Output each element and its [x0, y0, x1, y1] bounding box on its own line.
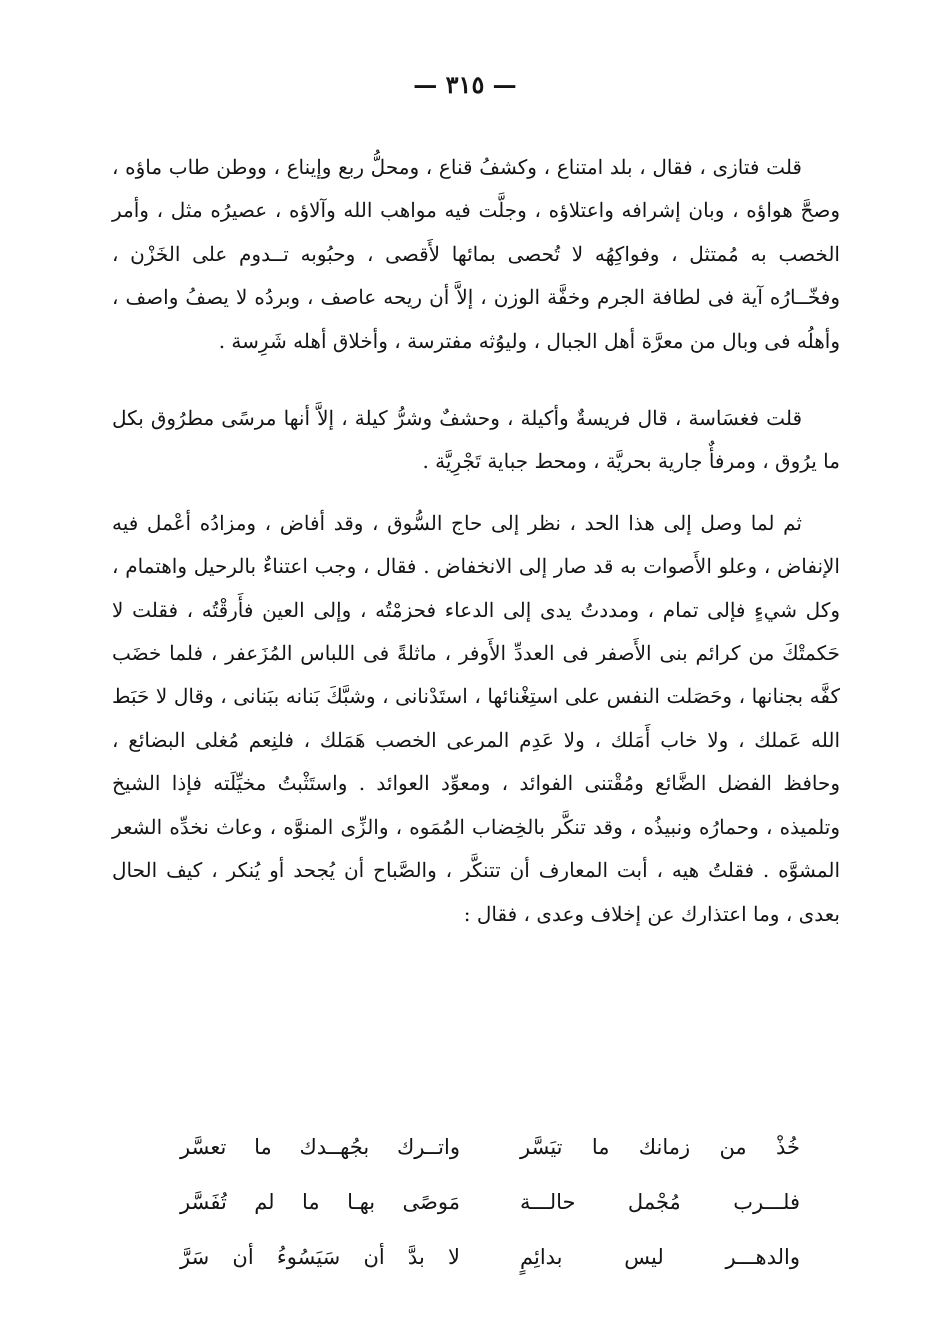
paragraph-ghasasa: قلت فغسَاسة ، قال فريسةٌ وأكيلة ، وحشفٌ وشرُّ كيلة ، إلاَّ أنها مرسًى مطرُوق بكل ما يرُوق ، ومرفأٌ جارية بحريَّة ، ومحط جباية تَجْرِيَّة .: [112, 406, 840, 474]
prose-body: [112, 146, 840, 936]
paragraph-tafazi: قلت فتازى ، فقال ، بلد امتناع ، وكشفُ قناع ، ومحلُّ ربع وإيناع ، ووطن طاب ماؤه ، وصحَّ هواؤه ، وبان إشرافه واعتلاؤه ، وجلَّت فيه مواهب الله وآلاؤه ، عصيرُه مثل ، وأمر الخصب به مُمتثل ، وفواكِهُه لا تُحصى بمائها لأَقصى ، وحبُوبه تــدوم على الخَزْن ، وفخّــارُه آية فى لطافة الجرم وخفَّة الوزن ، إلاَّ أن ريحه عاصف ، وبردُه لا يصفُ واصف ، وأهلُه فى وبال من معرَّة أهل الجبال ، وليوُثه مفترسة ، وأخلاق أهله شَرِسة .: [112, 155, 840, 353]
poem-verse: [180, 1179, 800, 1225]
verse-first-hemistich: والدهـــر ليس بدائِمٍ: [520, 1245, 800, 1269]
verse-second-hemistich: مَوصًى بهـا ما لم تُفَسَّر: [180, 1190, 460, 1214]
paragraph-sheikh-departure: ثم لما وصل إلى هذا الحد ، نظر إلى حاج السُّوق ، وقد أفاض ، ومزادُه أعْمل فيه الإنفاض ، وعلو الأَصوات به قد صار إلى الانخفاض . فقال ، وجب اعتناءٌ بالرحيل واهتمام ، وكل شيءٍ فإلى تمام ، ومددتُ يدى إلى الدعاء فحزمْتُه ، وإلى العين فأَرقْتُه ، فقلت لا حَكمتْكَ من كرائم بنى الأَصفر فى العددِّ الأَوفر ، ماثلةً فى اللباس المُزَعفر ، فلما خضَب كفَّه بجنانها ، وحَصَلت النفس على استِغْنائها ، استَدْنانى ، وشبَّكَ بَنانه ببَنانى ، وقال لا حَبَط الله عَملك ، ولا خاب أَمَلك ، ولا عَدِم المرعى الخصب هَمَلك ، فلنِعم مُغلى البضائع ، وحافظ الفضل الضَّائع ومُقْتنى الفوائد ، ومعوِّد العوائد . واستَثْبتُ مخيِّلَته فإذا الشيخ وتلميذه ، وحمارُه ونبيذُه ، وقد تنكَّر بالخِضاب المُمَوه ، والزِّى المنوَّه ، وعاث نخدِّه الشعر المشوَّه . فقلتُ هيه ، أبت المعارف أن تتنكَّر ، والصَّباح أن يُجحد أو يُنكر ، كيف الحال بعدى ، وما اعتذارك عن إخلاف وعدى ، فقال :: [112, 510, 840, 926]
verse-second-hemistich: واتــرك بجُهــدك ما تعسَّر: [180, 1135, 460, 1159]
poem-verse: [180, 1234, 800, 1280]
verse-first-hemistich: فلـــرب مُجْمل حالـــة: [520, 1190, 800, 1214]
poem: [180, 1124, 800, 1289]
verse-second-hemistich: لا بدَّ أن سَيَسُوءُ أن سَرَّ: [180, 1245, 460, 1269]
page-number: — ٣١٥ —: [413, 70, 517, 99]
verse-first-hemistich: خُذْ من زمانك ما تيَسَّر: [520, 1135, 800, 1159]
poem-verse: [180, 1124, 800, 1170]
